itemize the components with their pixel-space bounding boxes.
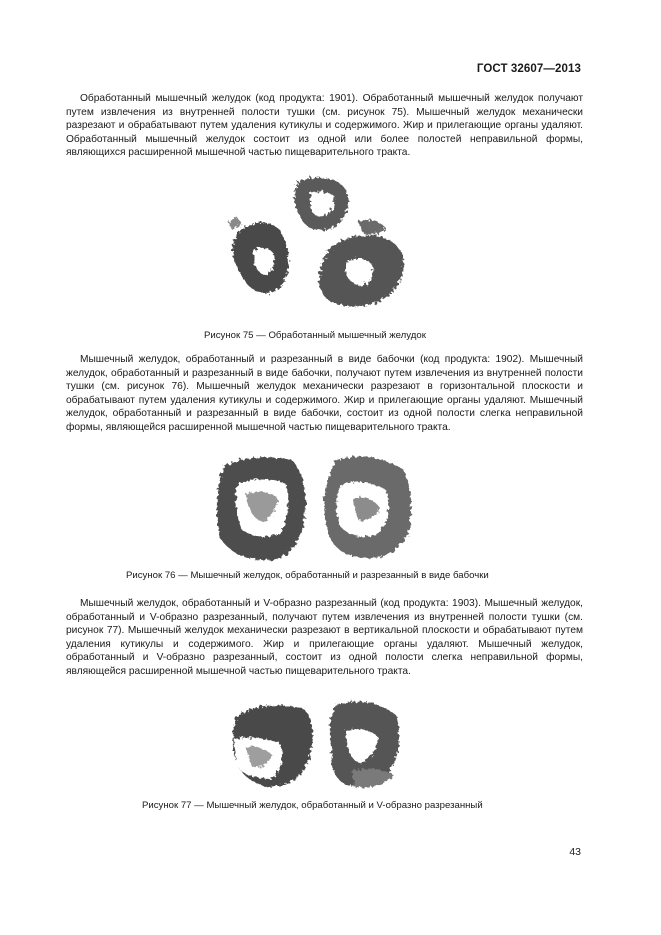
paragraph-product-1902: Мышечный желудок, обработанный и разрезанный в виде бабочки (код продукта: 1902). Мышечный желудок, обработанный и разрезанный в виде бабочки, получают путем извлечения из внутренней полости тушки (см. рисунок 76). Мышечный желудок механически разрезают в горизонтальной плоскости и обрабатывают путем удаления кутикулы и содержимого. Жир и прилегающие органы удаляют. Мышечный желудок, обработанный и разрезанный в виде бабочки, состоит из одной полости слегка неправильной формы, являющейся расширенной мышечной частью пищеварительного тракта. xyxy=(66,354,583,433)
figure-76-photo xyxy=(212,450,417,565)
figure-75-caption: Рисунок 75 — Обработанный мышечный желудок xyxy=(204,330,426,341)
figure-76-caption: Рисунок 76 — Мышечный желудок, обработанный и разрезанный в виде бабочки xyxy=(126,570,489,581)
figure-77-photo xyxy=(228,695,408,795)
paragraph-product-1901: Обработанный мышечный желудок (код продукта: 1901). Обработанный мышечный желудок получают путем извлечения из внутренней полости тушки (см. рисунок 75). Мышечный желудок механически разрезают и обрабатывают путем удаления кутикулы и содержимого. Жир и прилегающие органы удаляют. Обработанный мышечный желудок состоит из одной или более полостей неправильной формы, являющихся расширенной мышечной частью пищеварительного тракта. xyxy=(66,93,583,158)
paragraph-product-1903: Мышечный желудок, обработанный и V-образно разрезанный (код продукта: 1903). Мышечный желудок, обработанный и V-образно разрезанный, получают путем извлечения из внутренней полости тушки (см. рисунок 77). Мышечный желудок механически разрезают в вертикальной плоскости и обрабатывают путем удаления кутикулы и содержимого. Жир и прилегающие органы удаляют. Мышечный желудок, обработанный и V-образно разрезанный, состоит из одной полости слегка неправильной формы, являющейся расширенной мышечной частью пищеварительного тракта. xyxy=(66,598,583,677)
figure-77-caption: Рисунок 77 — Мышечный желудок, обработанный и V-образно разрезанный xyxy=(142,800,483,811)
page-number: 43 xyxy=(569,846,581,858)
document-header: ГОСТ 32607—2013 xyxy=(476,63,581,75)
figure-75-photo xyxy=(218,172,418,317)
